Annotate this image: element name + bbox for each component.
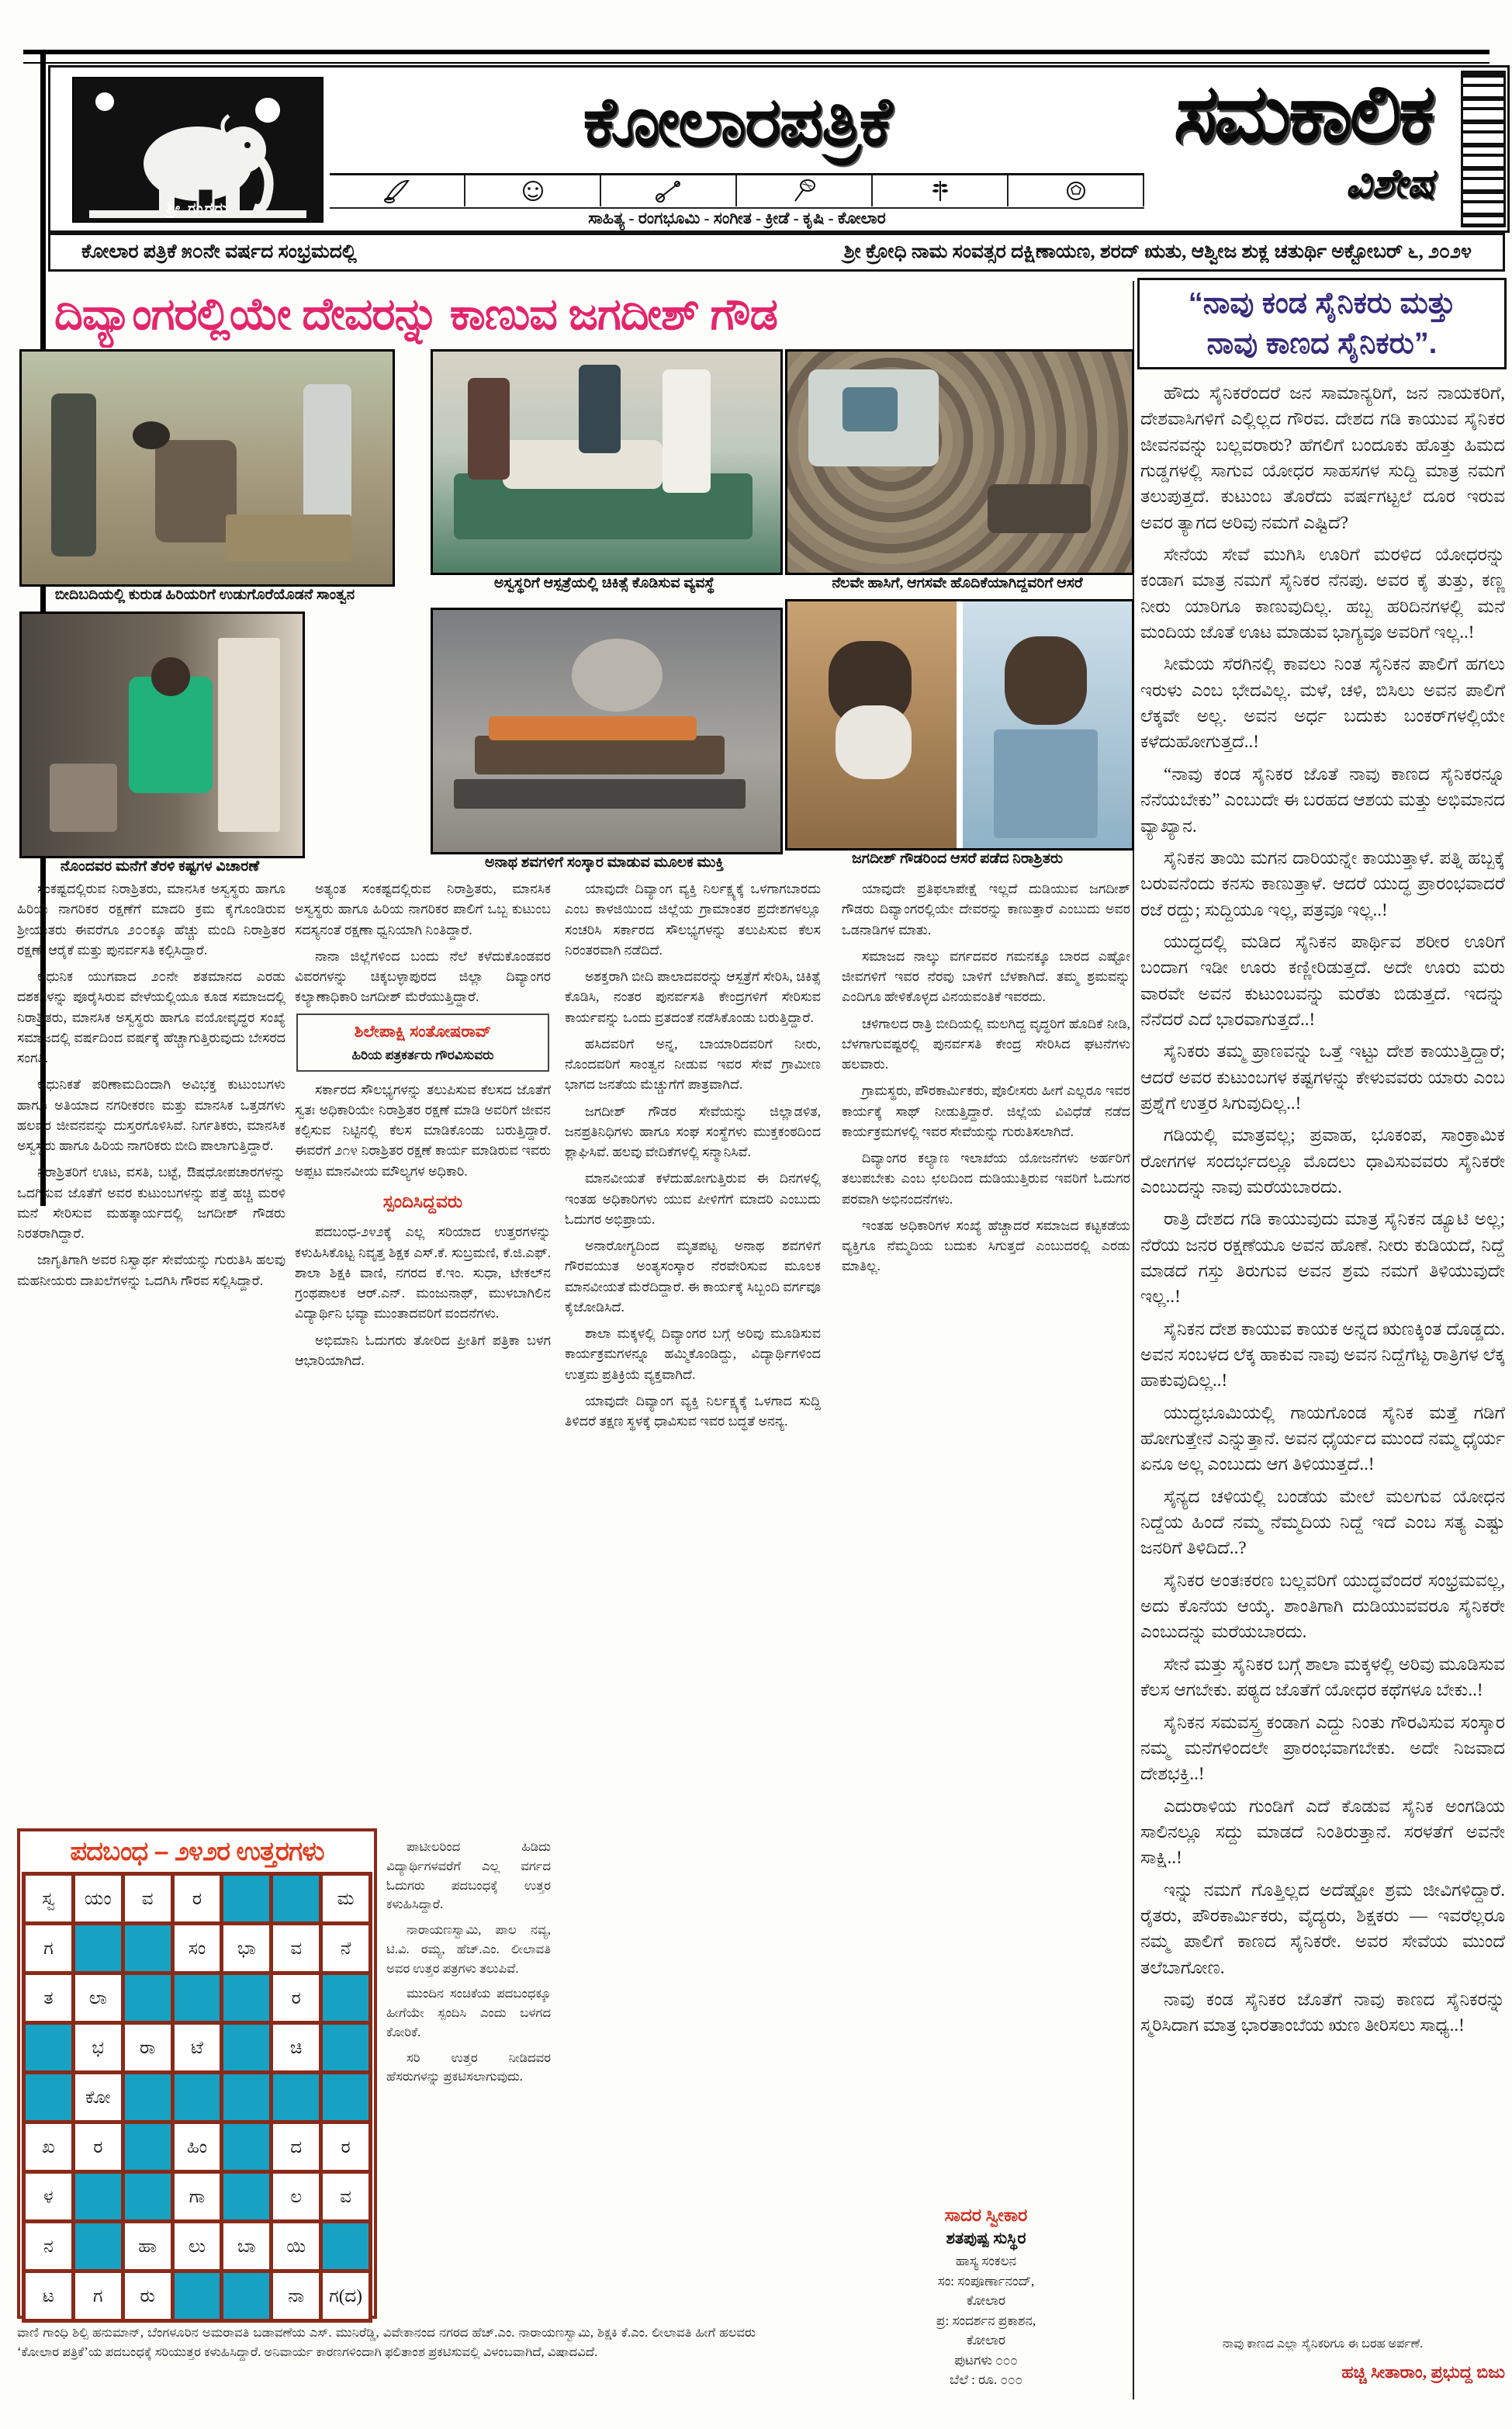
journalist-name: ಶಿಲೇಪಾಕ್ಷಿ ಸಂತೋಷರಾವ್	[354, 1021, 492, 1041]
crossword-letter-cell: ಗ(ದ)	[323, 2273, 368, 2319]
book-detail-line: ಕೋಲಾರ	[966, 2333, 1006, 2348]
photo-shape	[572, 639, 662, 712]
top-rule	[23, 50, 1490, 64]
right-story-paragraph: ಸೇನೆ ಮತ್ತು ಸೈನಿಕರ ಬಗ್ಗೆ ಶಾಲಾ ಮಕ್ಕಳಲ್ಲಿ ಅರಿವು ಮೂಡಿಸುವ ಕೆಲಸ ಆಗಬೇಕು. ಪಠ್ಯದ ಜೊತೆಗೆ ಯೋಧರ ಕಥೆಗಳೂ ಬೇಕು..!	[1140, 1654, 1505, 1700]
crossword-block-cell	[223, 2174, 269, 2219]
crossword-letter-cell: ಲು	[175, 2223, 220, 2269]
photo-shape	[842, 387, 898, 431]
crossword-block-cell	[323, 2074, 368, 2120]
crossword-block-cell	[223, 1876, 269, 1921]
body-paragraph: ಜಾಗೃತಿಗಾಗಿ ಅವರ ನಿಸ್ವಾರ್ಥ ಸೇವೆಯನ್ನು ಗುರುತಿಸಿ ಹಲವು ಮಹನೀಯರು ದಾಖಲೆಗಳನ್ನು ಒದಗಿಸಿ ಗೌರವ ಸಲ್ಲಿಸಿದ್ದಾರೆ.	[17, 1252, 285, 1288]
veena-icon	[601, 175, 737, 206]
crossword-block-cell	[75, 2174, 121, 2219]
photo-shape	[454, 779, 746, 808]
crossword-letter-cell: ಲ	[273, 2174, 319, 2219]
right-story-paragraph: ಸೈನಿಕನ ತಾಯಿ ಮಗನ ದಾರಿಯನ್ನೇ ಕಾಯುತ್ತಾಳೆ. ಪತ್ನಿ ಹಬ್ಬಕ್ಕೆ ಬರುವನೆಂದು ಕನಸು ಕಾಣುತ್ತಾಳೆ. ಆದರೆ ಯುದ್ಧ ಪ್ರಾರಂಭವಾದರೆ ರಜೆ ರದ್ದು; ಸುದ್ದಿಯೂ ಇಲ್ಲ, ಪತ್ರವೂ ಇಲ್ಲ..!	[1140, 847, 1505, 920]
story-column-1	[17, 878, 285, 1819]
body-paragraph: ಯಾವುದೇ ದಿವ್ಯಾಂಗ ವ್ಯಕ್ತಿ ನಿರ್ಲಕ್ಷ್ಯಕ್ಕೆ ಒಳಗಾದ ಸುದ್ದಿ ತಿಳಿದರೆ ತಕ್ಷಣ ಸ್ಥಳಕ್ಕೆ ಧಾವಿಸುವ ಇವರ ಬದ್ಧತೆ ಅನನ್ಯ.	[565, 1392, 821, 1429]
body-paragraph: ಅಭಿಮಾನಿ ಓದುಗರು ತೋರಿದ ಪ್ರೀತಿಗೆ ಪತ್ರಿಕಾ ಬಳಗ ಆಭಾರಿಯಾಗಿದೆ.	[295, 1332, 551, 1368]
doodle-strip	[330, 175, 1144, 206]
crossword-letter-cell: ಗ	[26, 1925, 71, 1971]
crossword-block-cell	[273, 2074, 319, 2120]
crossword-block-cell	[75, 1925, 121, 1971]
crossword-block-cell	[125, 2124, 171, 2170]
journalist-name-box	[296, 1014, 549, 1072]
crossword-letter-cell: ಕೋ	[75, 2074, 121, 2120]
right-story-paragraph: ನಾವು ಕಂಡ ಸೈನಿಕರ ಜೊತೆಗೆ ನಾವು ಕಾಣದ ಸೈನಿಕರನ್ನು ಸ್ಮರಿಸಿದಾಗ ಮಾತ್ರ ಭಾರತಾಂಬೆಯ ಋಣ ತೀರಿಸಲು ಸಾಧ್ಯ..!	[1140, 1989, 1505, 2036]
elephant-label: ಶ್ರೀ ಗಂಗರು	[166, 200, 230, 217]
book-detail-line: ಕೋಲಾರ	[966, 2293, 1006, 2308]
body-paragraph: ನಾನಾ ಜಿಲ್ಲೆಗಳಿಂದ ಬಂದು ನೆಲೆ ಕಳೆದುಕೊಂಡವರ ವಿವರಗಳನ್ನು ಚಿಕ್ಕಬಳ್ಳಾಪುರದ ಜಿಲ್ಲಾ ದಿವ್ಯಾಂಗರ ಕಲ್ಯಾಣಾಧಿಕಾರಿ ಜಗದೀಶ್ ಮೆರೆಯುತ್ತಿದ್ದಾರೆ.	[295, 948, 551, 1005]
body-paragraph: ದಿವ್ಯಾಂಗರ ಕಲ್ಯಾಣ ಇಲಾಖೆಯ ಯೋಜನೆಗಳು ಅರ್ಹರಿಗೆ ತಲುಪಬೇಕು ಎಂಬ ಛಲದಿಂದ ದುಡಿಯುತ್ತಿರುವ ಇವರಿಗೆ ಓದುಗರ ಪರವಾಗಿ ಅಭಿನಂದನೆಗಳು.	[842, 1150, 1130, 1207]
crossword-letter-cell: ರ	[175, 1876, 220, 1921]
book-received-title: ಸಾದರ ಸ್ವೀಕಾರ	[944, 2206, 1028, 2225]
crossword-letter-cell: ವ	[323, 2174, 368, 2219]
book-received-block	[842, 2206, 1130, 2390]
crossword-letter-cell: ಬಾ	[223, 2223, 269, 2269]
book-detail-line: ಹಾಸ್ಯ ಸಂಕಲನ	[955, 2254, 1017, 2268]
quote-line-2: ನಾವು ಕಾಣದ ಸೈನಿಕರು”.	[1206, 327, 1438, 360]
body-paragraph: ಸಂಕಷ್ಟದಲ್ಲಿರುವ ನಿರಾಶ್ರಿತರು, ಮಾನಸಿಕ ಅಸ್ವಸ್ಥರು ಹಾಗೂ ಹಿರಿಯ ನಾಗರಿಕರ ರಕ್ಷಣೆಗೆ ಮಾದರಿ ಕ್ರಮ ಕೈಗೊಂಡಿರುವ ಶ್ರೀಯುತರು ಈವರೆಗೂ ೨೦೦ಕ್ಕೂ ಹೆಚ್ಚು ಮಂದಿ ನಿರಾಶ್ರಿತರ ರಕ್ಷಣೆ, ಆರೈಕೆ ಮತ್ತು ಪುನರ್ವಸತಿ ಕಲ್ಪಿಸಿದ್ದಾರೆ.	[17, 881, 285, 958]
crossword-letter-cell: ಹಾ	[125, 2223, 171, 2269]
crossword-letter-cell: ಸ್ವ	[26, 1876, 71, 1921]
crossword-letter-cell: ಯಿ	[273, 2223, 319, 2269]
right-story-paragraph: ಸೈನಿಕನ ದೇಶ ಕಾಯುವ ಕಾಯಕ ಅನ್ನದ ಋಣಕ್ಕಿಂತ ದೊಡ್ಡದು. ಅವನ ಸಂಬಳದ ಲೆಕ್ಕ ಹಾಕುವ ನಾವು ಅವನ ನಿದ್ದೆಗೆಟ್ಟ ರಾತ್ರಿಗಳ ಲೆಕ್ಕ ಹಾಕುವುದಿಲ್ಲ..!	[1140, 1318, 1505, 1391]
football-icon	[1009, 175, 1144, 206]
dateline-bar	[48, 233, 1505, 272]
elephant-art	[72, 77, 324, 223]
photo-shape	[994, 729, 1097, 838]
crossword-letter-cell: ಟೆ	[175, 2025, 220, 2070]
crossword-letter-cell: ಗಾ	[175, 2174, 220, 2219]
right-story-paragraph: ಸೇನೆಯ ಸೇವೆ ಮುಗಿಸಿ ಊರಿಗೆ ಮರಳಿದ ಯೋಧರನ್ನು ಕಂಡಾಗ ಮಾತ್ರ ನಮಗೆ ಸೈನಿಕರ ನೆನಪು. ಅವರ ಕೈ ತುತ್ತು, ಕಣ್ಣ ನೀರು ಯಾರಿಗೂ ಕಾಣುವುದಿಲ್ಲ. ಹಬ್ಬ ಹರಿದಿನಗಳಲ್ಲಿ ಮನೆ ಮಂದಿಯ ಜೊತೆ ಊಟ ಮಾಡುವ ಭಾಗ್ಯವೂ ಅವರಿಗೆ ಇಲ್ಲ..!	[1140, 545, 1505, 643]
brand-title: ಸಮಕಾಲಿಕ	[1171, 69, 1435, 159]
body-paragraph: ಮುಂದಿನ ಸಂಚಿಕೆಯ ಪದಬಂಧಕ್ಕೂ ಹೀಗೆಯೇ ಸ್ಪಂದಿಸಿ ಎಂದು ಬಳಗದ ಕೋರಿಕೆ.	[386, 1986, 551, 2039]
book-detail-line: ಪುಟಗಳು ೦೦೦	[954, 2352, 1018, 2368]
racket-icon	[737, 175, 873, 206]
crossword-letter-cell: ಹಿಂ	[175, 2124, 220, 2170]
photo-caption-4: ನೊಂದವರ ಮನೆಗೆ ತೆರಳಿ ಕಷ್ಟಗಳ ವಿಚಾರಣೆ	[60, 858, 260, 875]
crossword-letter-cell: ಚಿ	[273, 2025, 319, 2070]
photo-4	[19, 612, 305, 858]
crossword-block-cell	[175, 2273, 220, 2319]
body-paragraph: ಅಶಕ್ತರಾಗಿ ಬೀದಿ ಪಾಲಾದವರನ್ನು ಆಸ್ಪತ್ರೆಗೆ ಸೇರಿಸಿ, ಚಿಕಿತ್ಸೆ ಕೊಡಿಸಿ, ನಂತರ ಪುನರ್ವಸತಿ ಕೇಂದ್ರಗಳಿಗೆ ಸೇರಿಸುವ ಕಾರ್ಯವನ್ನು ಒಂದು ವ್ರತದಂತೆ ನಡೆಸಿಕೊಂಡು ಬರುತ್ತಿದ್ದಾರೆ.	[565, 968, 821, 1025]
photo-shape	[155, 440, 237, 542]
dateline-left: ಕೋಲಾರ ಪತ್ರಿಕೆ ೫೦ನೇ ವರ್ಷದ ಸಂಭ್ರಮದಲ್ಲಿ	[81, 241, 357, 262]
photo-shape	[579, 365, 621, 453]
right-story-paragraph: ಯುದ್ಧದಲ್ಲಿ ಮಡಿದ ಸೈನಿಕನ ಪಾರ್ಥಿವ ಶರೀರ ಊರಿಗೆ ಬಂದಾಗ ಇಡೀ ಊರು ಕಣ್ಣೀರಿಡುತ್ತದೆ. ಅದೇ ಊರು ಮರು ವಾರವೇ ಅವನ ಕುಟುಂಬವನ್ನು ಮರೆತು ಬಿಡುತ್ತದೆ. ಇದನ್ನು ನೆನೆದರೆ ಎದೆ ಭಾರವಾಗುತ್ತದೆ..!	[1140, 931, 1505, 1029]
book-detail-line: ಸಂ: ಸಂಪೂರ್ಣಾನಂದ್,	[937, 2273, 1035, 2289]
body-paragraph: ಪದಬಂಧ-೨೪೨ಕ್ಕೆ ಎಲ್ಲ ಸರಿಯಾದ ಉತ್ತರಗಳನ್ನು ಕಳುಹಿಸಿಕೊಟ್ಟ ನಿವೃತ್ತ ಶಿಕ್ಷಕ ಎಸ್.ಕೆ. ಸುಬ್ರಮಣಿ, ಕೆ.ಜಿ.ಎಫ್. ಶಾಲಾ ಶಿಕ್ಷಕಿ ವಾಣಿ, ನಗರದ ಕೆ.ಇಂ. ಸುಧಾ, ಟೇಕಲ್‌ನ ಗ್ರಂಥಪಾಲಕ ಆರ್.ಎನ್. ಮಂಜುನಾಥ್, ಮುಳಬಾಗಿಲಿನ ವಿದ್ಯಾರ್ಥಿನಿ ಭವ್ಯಾ ಮುಂತಾದವರಿಗೆ ವಂದನೆಗಳು.	[295, 1224, 551, 1322]
body-paragraph: ಅನಾರೋಗ್ಯದಿಂದ ಮೃತಪಟ್ಟ ಅನಾಥ ಶವಗಳಿಗೆ ಗೌರವಯುತ ಅಂತ್ಯಸಂಸ್ಕಾರ ನೆರವೇರಿಸುವ ಮೂಲಕ ಮಾನವೀಯತೆ ಮೆರೆದಿದ್ದಾರೆ. ಈ ಕಾರ್ಯಕ್ಕೆ ಸಿಬ್ಬಂದಿ ವರ್ಗವೂ ಕೈಜೋಡಿಸಿದೆ.	[565, 1238, 821, 1315]
crossword-letter-cell: ರ	[75, 2124, 121, 2170]
crossword-block-cell	[323, 2025, 368, 2070]
crossword-letter-cell: ಮ	[323, 1876, 368, 1921]
body-paragraph: ಇಂತಹ ಅಧಿಕಾರಿಗಳ ಸಂಖ್ಯೆ ಹೆಚ್ಚಾದರೆ ಸಮಾಜದ ಕಟ್ಟಕಡೆಯ ವ್ಯಕ್ತಿಗೂ ನೆಮ್ಮದಿಯ ಬದುಕು ಸಿಗುತ್ತದೆ ಎಂಬುದರಲ್ಲಿ ಎರಡು ಮಾತಿಲ್ಲ.	[842, 1217, 1130, 1274]
crossword-letter-cell: ಭಾ	[223, 1925, 269, 1971]
photo-6	[785, 599, 1134, 851]
journalist-subtitle: ಹಿರಿಯ ಪತ್ರಕರ್ತರು ಗೌರವಿಸುವರು	[351, 1048, 494, 1062]
body-paragraph: ಚಳಿಗಾಲದ ರಾತ್ರಿ ಬೀದಿಯಲ್ಲಿ ಮಲಗಿದ್ದ ವೃದ್ಧರಿಗೆ ಹೊದಿಕೆ ನೀಡಿ, ಬೆಳಗಾಗುವಷ್ಟರಲ್ಲಿ ಪುನರ್ವಸತಿ ಕೇಂದ್ರ ಸೇರಿಸಿದ ಘಟನೆಗಳು ಹಲವಾರು.	[842, 1015, 1130, 1072]
crossword-letter-cell: ಖ	[26, 2124, 71, 2170]
body-paragraph: ಶಾಲಾ ಮಕ್ಕಳಲ್ಲಿ ದಿವ್ಯಾಂಗರ ಬಗ್ಗೆ ಅರಿವು ಮೂಡಿಸುವ ಕಾರ್ಯಕ್ರಮಗಳನ್ನೂ ಹಮ್ಮಿಕೊಂಡಿದ್ದು, ವಿದ್ಯಾರ್ಥಿಗಳಿಂದ ಉತ್ತಮ ಪ್ರತಿಕ್ರಿಯೆ ವ್ಯಕ್ತವಾಗಿದೆ.	[565, 1325, 821, 1382]
story-column-2	[295, 878, 551, 1819]
section-heading: ಸ್ಪಂದಿಸಿದ್ದವರು	[382, 1191, 463, 1211]
right-story-paragraph: ಹೌದು ಸೈನಿಕರೆಂದರೆ ಜನ ಸಾಮಾನ್ಯರಿಗೆ, ಜನ ನಾಯಕರಿಗೆ, ದೇಶವಾಸಿಗಳಿಗೆ ಎಲ್ಲಿಲ್ಲದ ಗೌರವ. ದೇಶದ ಗಡಿ ಕಾಯುವ ಸೈನಿಕರ ಜೀವನವನ್ನು ಬಲ್ಲವರಾರು? ಹೆಗಲಿಗೆ ಬಂದೂಕು ಹೊತ್ತು ಹಿಮದ ಗುಡ್ಡಗಳಲ್ಲಿ ಸಾಗುವ ಯೋಧರ ಸಾಹಸಗಳ ಸುದ್ದಿ ಮಾತ್ರ ನಮಗೆ ತಲುಪುತ್ತದೆ. ಕುಟುಂಬ ತೊರೆದು ವರ್ಷಗಟ್ಟಲೆ ದೂರ ಇರುವ ಅವರ ತ್ಯಾಗದ ಅರಿವು ನಮಗೆ ಎಷ್ಟಿದೆ?	[1140, 383, 1505, 532]
crossword-block-cell	[125, 1925, 171, 1971]
right-story-paragraph: ಸೈನ್ಯದ ಚಳಿಯಲ್ಲಿ ಬಂಡೆಯ ಮೇಲೆ ಮಲಗುವ ಯೋಧನ ನಿದ್ದೆಯ ಹಿಂದೆ ನಮ್ಮ ನೆಮ್ಮದಿಯ ನಿದ್ದೆ ಇದೆ ಎಂಬ ಸತ್ಯ ಎಷ್ಟು ಜನರಿಗೆ ತಿಳಿದಿದೆ..?	[1140, 1486, 1505, 1558]
photo-shape	[836, 705, 912, 779]
crossword-letter-cell: ರ	[323, 2124, 368, 2170]
photo-shape	[133, 421, 170, 449]
crossword-block-cell	[223, 2124, 269, 2170]
topics-strip: ಸಾಹಿತ್ಯ - ರಂಗಭೂಮಿ - ಸಂಗೀತ - ಕ್ರೀಡೆ - ಕೃಷಿ - ಕೋಲಾರ	[330, 207, 1144, 229]
book-title: ಶತಪುಷ್ಪ ಸುಸ್ಥಿರ	[946, 2229, 1026, 2247]
crossword-block-cell	[223, 1975, 269, 2021]
right-story-body	[1140, 380, 1505, 2328]
body-paragraph: ಗ್ರಾಮಸ್ಥರು, ಪೌರಕಾರ್ಮಿಕರು, ಪೊಲೀಸರು ಹೀಗೆ ಎಲ್ಲರೂ ಇವರ ಕಾರ್ಯಕ್ಕೆ ಸಾಥ್ ನೀಡುತ್ತಿದ್ದಾರೆ. ಜಿಲ್ಲೆಯ ವಿವಿಧೆಡೆ ನಡೆದ ಕಾರ್ಯಕ್ರಮಗಳಲ್ಲಿ ಇವರ ಸೇವೆಯನ್ನು ಗುರುತಿಸಲಾಗಿದೆ.	[842, 1083, 1130, 1139]
right-story-paragraph: ಯುದ್ಧಭೂಮಿಯಲ್ಲಿ ಗಾಯಗೊಂಡ ಸೈನಿಕ ಮತ್ತೆ ಗಡಿಗೆ ಹೋಗುತ್ತೇನೆ ಎನ್ನುತ್ತಾನೆ. ಅವನ ಧೈರ್ಯದ ಮುಂದೆ ನಮ್ಮ ಧೈರ್ಯ ಏನೂ ಅಲ್ಲ ಎಂಬುದು ಆಗ ತಿಳಿಯುತ್ತದೆ..!	[1140, 1402, 1505, 1474]
crossword-letter-cell: ದ	[273, 2124, 319, 2170]
story-column-2-continued	[386, 1838, 551, 2313]
photo-caption-2: ಅಸ್ವಸ್ಥರಿಗೆ ಆಸ್ಪತ್ರೆಯಲ್ಲಿ ಚಿಕಿತ್ಸೆ ಕೊಡಿಸುವ ವ್ಯವಸ್ಥೆ	[493, 575, 715, 591]
paper-title: ಕೋಲಾರಪತ್ರಿಕೆ	[330, 72, 1144, 175]
photo-shape	[218, 638, 280, 832]
quill-ink-icon	[330, 175, 465, 206]
photo-5	[431, 608, 783, 854]
photo-shape	[663, 369, 711, 494]
brand-block	[1152, 68, 1455, 226]
theatre-face-icon	[465, 175, 601, 206]
crossword-letter-cell: ಲಾ	[75, 1975, 121, 2021]
crossword-block-cell	[323, 2223, 368, 2269]
right-story-paragraph: ಸೀಮೆಯ ಸೆರಗಿನಲ್ಲಿ ಕಾವಲು ನಿಂತ ಸೈನಿಕನ ಪಾಲಿಗೆ ಹಗಲು ಇರುಳು ಎಂಬ ಭೇದವಿಲ್ಲ. ಮಳೆ, ಚಳಿ, ಬಿಸಿಲು ಅವನ ಪಾಲಿಗೆ ಲೆಕ್ಕವೇ ಅಲ್ಲ. ಅವನ ಅರ್ಧ ಬದುಕು ಬಂಕರ್‌ಗಳಲ್ಲಿಯೇ ಕಳೆದುಹೋಗುತ್ತದೆ..!	[1140, 654, 1505, 752]
quote-line-1: “ನಾವು ಕಂಡ ಸೈನಿಕರು ಮತ್ತು	[1188, 287, 1456, 320]
wheat-icon	[873, 175, 1009, 206]
body-paragraph: ಮಾನವೀಯತೆ ಕಳೆದುಹೋಗುತ್ತಿರುವ ಈ ದಿನಗಳಲ್ಲಿ ಇಂತಹ ಅಧಿಕಾರಿಗಳು ಯುವ ಪೀಳಿಗೆಗೆ ಮಾದರಿ ಎಂಬುದು ಓದುಗರ ಅಭಿಪ್ರಾಯ.	[565, 1170, 821, 1227]
crossword-block-cell	[223, 2273, 269, 2319]
right-story-paragraph: ಇನ್ನು ನಮಗೆ ಗೊತ್ತಿಲ್ಲದ ಅದೆಷ್ಟೋ ಶ್ರಮ ಜೀವಿಗಳಿದ್ದಾರೆ. ರೈತರು, ಪೌರಕಾರ್ಮಿಕರು, ವೈದ್ಯರು, ಶಿಕ್ಷಕರು — ಇವರೆಲ್ಲರೂ ನಮ್ಮ ಪಾಲಿಗೆ ಕಾಣದ ಸೈನಿಕರೇ. ಅವರ ಸೇವೆಯ ಮುಂದೆ ತಲೆಬಾಗೋಣ.	[1140, 1880, 1505, 1977]
photo-shape	[468, 378, 510, 480]
crossword-grid	[22, 1872, 372, 2323]
book-details	[842, 2251, 1130, 2390]
crossword-letter-cell: ವ	[125, 1876, 171, 1921]
masthead	[48, 65, 1510, 233]
brand-subtitle: ವಿಶೇಷ	[1345, 161, 1434, 206]
crossword-letter-cell: ಳ	[26, 2174, 71, 2219]
crossword-letter-cell: ಗ	[75, 2273, 121, 2319]
right-story-paragraph: “ನಾವು ಕಂಡ ಸೈನಿಕರ ಜೊತೆ ನಾವು ಕಾಣದ ಸೈನಿಕರನ್ನೂ ನೆನೆಯಬೇಕು” ಎಂಬುದೇ ಈ ಬರಹದ ಆಶಯ ಮತ್ತು ಅಭಿಮಾನದ ವ್ಯಾಖ್ಯಾನ.	[1140, 764, 1505, 836]
body-paragraph: ಪಾಟೀಲರಿಂದ ಹಿಡಿದು ವಿದ್ಯಾರ್ಥಿಗಳವರೆಗೆ ಎಲ್ಲ ವರ್ಗದ ಓದುಗರು ಪದಬಂಧಕ್ಕೆ ಉತ್ತರ ಕಳುಹಿಸಿದ್ದಾರೆ.	[386, 1839, 551, 1912]
photo-2	[431, 349, 783, 575]
body-paragraph: ಯಾವುದೇ ಪ್ರತಿಫಲಾಪೇಕ್ಷೆ ಇಲ್ಲದೆ ದುಡಿಯುವ ಜಗದೀಶ್ ಗೌಡರು ದಿವ್ಯಾಂಗರಲ್ಲಿಯೇ ದೇವರನ್ನು ಕಾಣುತ್ತಾರೆ ಎಂಬುದು ಅವರ ಒಡನಾಡಿಗಳ ಮಾತು.	[842, 881, 1130, 937]
main-headline: ದಿವ್ಯಾಂಗರಲ್ಲಿಯೇ ದೇವರನ್ನು ಕಾಣುವ ಜಗದೀಶ್ ಗೌಡ	[54, 289, 777, 339]
dateline-right: ಶ್ರೀ ಕ್ರೋಧಿ ನಾಮ ಸಂವತ್ಸರ ದಕ್ಷಿಣಾಯಣ, ಶರದ್ ಋತು, ಆಶ್ವೀಜ ಶುಕ್ಲ ಚತುರ್ಥಿ ಅಕ್ಟೋಬರ್ ೬, ೨೦೨೪	[843, 241, 1472, 262]
body-paragraph: ಅತ್ಯಂತ ಸಂಕಷ್ಟದಲ್ಲಿರುವ ನಿರಾಶ್ರಿತರು, ಮಾನಸಿಕ ಅಸ್ವಸ್ಥರು ಹಾಗೂ ಹಿರಿಯ ನಾಗರಿಕರ ಪಾಲಿಗೆ ಒಬ್ಬ ಕುಟುಂಬ ಸದಸ್ಯನಂತೆ ರಕ್ಷಣಾ ಧ್ವನಿಯಾಗಿ ನಿಂತಿದ್ದಾರೆ.	[295, 881, 551, 937]
photo-shape	[489, 716, 697, 740]
right-story-paragraph: ಸೈನಿಕನ ಸಮವಸ್ತ್ರ ಕಂಡಾಗ ಎದ್ದು ನಿಂತು ಗೌರವಿಸುವ ಸಂಸ್ಕಾರ ನಮ್ಮ ಮನೆಗಳಿಂದಲೇ ಪ್ರಾರಂಭವಾಗಬೇಕು. ಅದೇ ನಿಜವಾದ ದೇಶಭಕ್ತಿ..!	[1140, 1712, 1505, 1784]
right-story-paragraph: ಸೈನಿಕರ ಅಂತಃಕರಣ ಬಲ್ಲವರಿಗೆ ಯುದ್ಧವೆಂದರೆ ಸಂಭ್ರಮವಲ್ಲ, ಅದು ಕೊನೆಯ ಆಯ್ಕೆ. ಶಾಂತಿಗಾಗಿ ದುಡಿಯುವವರೂ ಸೈನಿಕರೇ ಎಂಬುದನ್ನು ಮರೆಯಬಾರದು.	[1140, 1570, 1505, 1642]
crossword-block-cell	[175, 2074, 220, 2120]
crossword-block-cell	[323, 1975, 368, 2021]
crossword-block-cell	[26, 2074, 71, 2120]
crossword-letter-cell: ಭ	[75, 2025, 121, 2070]
crossword-title: ಪದಬಂಧ – ೨೪೨ರ ಉತ್ತರಗಳು	[70, 1836, 324, 1866]
photo-caption-6: ಜಗದೀಶ್ ಗೌಡರಿಂದ ಆಸರೆ ಪಡೆದ ನಿರಾಶ್ರಿತರು	[851, 851, 1064, 867]
book-detail-line: ಪ್ರ: ಸಂದರ್ಶನ ಪ್ರಕಾಶನ,	[936, 2313, 1036, 2328]
decorative-border	[1461, 71, 1506, 227]
photo-caption-5: ಅನಾಥ ಶವಗಳಿಗೆ ಸಂಸ್ಕಾರ ಮಾಡುವ ಮೂಲಕ ಮುಕ್ತಿ	[484, 854, 725, 871]
body-paragraph: ಜಗದೀಶ್ ಗೌಡರ ಸೇವೆಯನ್ನು ಜಿಲ್ಲಾಡಳಿತ, ಜನಪ್ರತಿನಿಧಿಗಳು ಹಾಗೂ ಸಂಘ ಸಂಸ್ಥೆಗಳು ಮುಕ್ತಕಂಠದಿಂದ ಶ್ಲಾಘಿಸಿವೆ. ಹಲವು ವೇದಿಕೆಗಳಲ್ಲಿ ಸನ್ಮಾನಿಸಿವೆ.	[565, 1103, 821, 1159]
right-story-paragraph: ಸೈನಿಕರು ತಮ್ಮ ಪ್ರಾಣವನ್ನು ಒತ್ತೆ ಇಟ್ಟು ದೇಶ ಕಾಯುತ್ತಿದ್ದಾರೆ; ಆದರೆ ಅವರ ಕುಟುಂಬಗಳ ಕಷ್ಟಗಳನ್ನು ಕೇಳುವವರು ಯಾರು ಎಂಬ ಪ್ರಶ್ನೆಗೆ ಉತ್ತರ ಸಿಗುವುದಿಲ್ಲ..!	[1140, 1041, 1505, 1113]
body-paragraph: ಸರಿ ಉತ್ತರ ನೀಡಿದವರ ಹೆಸರುಗಳನ್ನು ಪ್ರಕಟಿಸಲಾಗುವುದು.	[386, 2050, 551, 2084]
crossword-block-cell	[175, 1975, 220, 2021]
crossword-letter-cell: ರ	[273, 1975, 319, 2021]
body-paragraph: ನಾರಾಯಣಸ್ವಾಮಿ, ಪಾಲ ನವ್ಯ, ಟಿ.ವಿ. ರಮ್ಯ, ಹೆಚ್.ಎಂ. ಲೀಲಾವತಿ ಅವರ ಉತ್ತರ ಪತ್ರಗಳು ತಲುಪಿವೆ.	[386, 1922, 551, 1976]
crossword-letter-cell: ನಾ	[273, 2273, 319, 2319]
photo-shape	[1005, 636, 1088, 725]
crossword-letter-cell: ಟ	[26, 2273, 71, 2319]
body-paragraph: ಸಮಾಜದ ನಾಲ್ಕು ವರ್ಗದವರ ಗಮನಕ್ಕೂ ಬಾರದ ಎಷ್ಟೋ ಜೀವಗಳಿಗೆ ಇವರ ನೆರವು ಬಾಳಿಗೆ ಬೆಳಕಾಗಿದೆ. ತಮ್ಮ ಶ್ರಮವನ್ನು ಎಂದಿಗೂ ಹೇಳಿಕೊಳ್ಳದ ವಿನಯವಂತಿಕೆ ಇವರದು.	[842, 948, 1130, 1005]
photo-shape	[151, 657, 191, 696]
crossword-letter-cell: ತ	[26, 1975, 71, 2021]
body-paragraph: ಆಧುನಿಕತೆ ಪರಿಣಾಮದಿಂದಾಗಿ ಅವಿಭಕ್ತ ಕುಟುಂಬಗಳು ಹಾಗೂ ಅತಿಯಾದ ನಗರೀಕರಣ ಮತ್ತು ಮಾನಸಿಕ ಒತ್ತಡಗಳು ಹಲವರ ಜೀವನವನ್ನು ದುಸ್ತರಗೊಳಿಸಿವೆ. ನಿರ್ಗತಿಕರು, ಮಾನಸಿಕ ಅಸ್ವಸ್ಥರು ಹಾಗೂ ಹಿರಿಯ ನಾಗರಿಕರು ಬೀದಿ ಪಾಲಾಗುತ್ತಿದ್ದಾರೆ.	[17, 1076, 285, 1153]
right-story-paragraph: ರಾತ್ರಿ ದೇಶದ ಗಡಿ ಕಾಯುವುದು ಮಾತ್ರ ಸೈನಿಕನ ಡ್ಯೂಟಿ ಅಲ್ಲ; ನೆರೆಯ ಜನರ ರಕ್ಷಣೆಯೂ ಅವನ ಹೊಣೆ. ನೀರು ಕುಡಿಯದೆ, ನಿದ್ದೆ ಮಾಡದೆ ಗಸ್ತು ತಿರುಗುವ ಅವನ ಶ್ರಮ ನಮಗೆ ತಿಳಿಯುವುದೇ ಇಲ್ಲ..!	[1140, 1209, 1505, 1307]
crossword-letter-cell: ರು	[125, 2273, 171, 2319]
photo-caption-3: ನೆಲವೇ ಹಾಸಿಗೆ, ಆಗಸವೇ ಹೊದಿಕೆಯಾಗಿದ್ದವರಿಗೆ ಆಸರೆ	[832, 575, 1083, 591]
right-story-byline: ಹಚ್ಚಿ ಸೀತಾರಾಂ, ಪ್ರಭುದ್ದ ಬಿಜು	[1341, 2362, 1505, 2382]
crossword-block-cell	[26, 2025, 71, 2070]
body-paragraph: ಯಾವುದೇ ದಿವ್ಯಾಂಗ ವ್ಯಕ್ತಿ ನಿರ್ಲಕ್ಷ್ಯಕ್ಕೆ ಒಳಗಾಗಬಾರದು ಎಂಬ ಕಾಳಜಿಯಿಂದ ಜಿಲ್ಲೆಯ ಗ್ರಾಮಾಂತರ ಪ್ರದೇಶಗಳಲ್ಲೂ ಸಂಚರಿಸಿ ಸರ್ಕಾರದ ಸೌಲಭ್ಯಗಳನ್ನು ತಲುಪಿಸುವ ಕೆಲಸ ನಿರಂತರವಾಗಿ ನಡೆದಿದೆ.	[565, 881, 821, 958]
body-paragraph: ನಿರಾಶ್ರಿತರಿಗೆ ಊಟ, ವಸತಿ, ಬಟ್ಟೆ, ಔಷಧೋಪಚಾರಗಳನ್ನು ಒದಗಿಸುವ ಜೊತೆಗೆ ಅವರ ಕುಟುಂಬಗಳನ್ನು ಪತ್ತೆ ಹಚ್ಚಿ ಮರಳಿ ಮನೆ ಸೇರಿಸುವ ಮಹತ್ಕಾರ್ಯದಲ್ಲಿ ಜಗದೀಶ್ ಗೌಡರು ನಿರತರಾಗಿದ್ದಾರೆ.	[17, 1164, 285, 1241]
crossword-block-cell	[125, 2074, 171, 2120]
crossword-block-cell	[273, 1876, 319, 1921]
photo-shape	[50, 764, 117, 831]
photo-shape	[475, 736, 725, 774]
crossword-letter-cell: ನ	[26, 2223, 71, 2269]
crossword-box	[17, 1828, 377, 2319]
body-paragraph: ಹಸಿದವರಿಗೆ ಅನ್ನ, ಬಾಯಾರಿದವರಿಗೆ ನೀರು, ನೊಂದವರಿಗೆ ಸಾಂತ್ವನ ನೀಡುವ ಇವರ ಸೇವೆ ಗ್ರಾಮೀಣ ಭಾಗದ ಜನತೆಯ ಮೆಚ್ಚುಗೆಗೆ ಪಾತ್ರವಾಗಿದೆ.	[565, 1035, 821, 1093]
crossword-block-cell	[223, 2074, 269, 2120]
book-detail-line: ಬೆಲೆ : ರೂ. ೦೦೦	[949, 2372, 1023, 2387]
crossword-letter-cell: ನೆ	[323, 1925, 368, 1971]
right-story-paragraph: ಗಡಿಯಲ್ಲಿ ಮಾತ್ರವಲ್ಲ; ಪ್ರವಾಹ, ಭೂಕಂಪ, ಸಾಂಕ್ರಾಮಿಕ ರೋಗಗಳ ಸಂದರ್ಭದಲ್ಲೂ ಮೊದಲು ಧಾವಿಸುವವರು ಸೈನಿಕರೇ ಎಂಬುದನ್ನು ನಾವು ಮರೆಯಬಾರದು.	[1140, 1125, 1505, 1197]
body-paragraph: ಸರ್ಕಾರದ ಸೌಲಭ್ಯಗಳನ್ನು ತಲುಪಿಸುವ ಕೆಲಸದ ಜೊತೆಗೆ ಸ್ವತಃ ಅಧಿಕಾರಿಯೇ ನಿರಾಶ್ರಿತರ ರಕ್ಷಣೆ ಮಾಡಿ ಅವರಿಗೆ ಜೀವನ ಕಲ್ಪಿಸುವ ನಿಟ್ಟಿನಲ್ಲಿ ಕೆಲಸ ಮಾಡಿಕೊಂಡು ಬರುತ್ತಿದ್ದಾರೆ. ಈವರೆಗೆ ೨೧೪ ನಿರಾಶ್ರಿತರ ರಕ್ಷಣೆ ಕಾರ್ಯ ಮಾಡಿರುವ ಇವರು ಅಪ್ಪಟ ಮಾನವೀಯ ಮೌಲ್ಯಗಳ ಅಧಿಕಾರಿ.	[295, 1081, 551, 1179]
crossword-block-cell	[223, 2025, 269, 2070]
story-column-4	[842, 878, 1130, 2198]
body-paragraph: ಆಧುನಿಕ ಯುಗವಾದ ೨೦ನೇ ಶತಮಾನದ ಎರಡು ದಶಕಗಳನ್ನು ಪೂರೈಸಿರುವ ವೇಳೆಯಲ್ಲಿಯೂ ಕೂಡ ಸಮಾಜದಲ್ಲಿ ನಿರಾಶ್ರಿತರು, ಮಾನಸಿಕ ಅಸ್ವಸ್ಥರು ಹಾಗೂ ವಯೋವೃದ್ಧರ ಸಂಖ್ಯೆ ಸಮಾಜದಲ್ಲಿ ವರ್ಷದಿಂದ ವರ್ಷಕ್ಕೆ ಹೆಚ್ಚಾಗುತ್ತಿರುವುದು ಬೇಸರದ ಸಂಗತಿ.	[17, 968, 285, 1066]
photo-1	[19, 349, 395, 587]
crossword-letter-cell: ರಾ	[125, 2025, 171, 2070]
right-story-headline	[1137, 278, 1507, 369]
crossword-block-cell	[75, 2223, 121, 2269]
photo-shape	[226, 515, 352, 561]
crossword-block-cell	[125, 1975, 171, 2021]
photo-shape	[51, 393, 95, 556]
photo-caption-1: ಬೀದಿಬದಿಯಲ್ಲಿ ಕುರುಡ ಹಿರಿಯರಿಗೆ ಉಡುಗೊರೆಯೊಡನೆ ಸಾಂತ್ವನ	[54, 587, 355, 603]
crossword-block-cell	[125, 2174, 171, 2219]
crossword-responders-note: ವಾಣಿ ಗಾಂಧಿ ಶಿಲ್ಪಿ ಹನುಮಾನ್, ಬೆಂಗಳೂರಿನ ಅಮರಾವತಿ ಬಡಾವಣೆಯ ಎಸ್. ಮುನಿರೆಡ್ಡಿ, ವಿವೇಕಾನಂದ ನಗರದ ಹೆಚ್.ಎಂ. ನಾರಾಯಣಸ್ವಾಮಿ, ಶಿಕ್ಷಕಿ ಕೆ.ಎಂ. ಲೀಲಾವತಿ ಹೀಗೆ ಹಲವರು ‘ಕೋಲಾರ ಪತ್ರಿಕೆ’ಯ ಪದಬಂಧಕ್ಕೆ ಸರಿಯುತ್ತರ ಕಳುಹಿಸಿದ್ದಾರೆ. ಅನಿವಾರ್ಯ ಕಾರಣಗಳಿಂದಾಗಿ ಫಲಿತಾಂಶ ಪ್ರಕಟಿಸುವಲ್ಲಿ ವಿಳಂಬವಾಗಿದೆ, ವಿಷಾದವಿದೆ.	[17, 2325, 756, 2359]
photo-shape	[988, 484, 1091, 533]
crossword-letter-cell: ಯಂ	[75, 1876, 121, 1921]
right-story-closing: ನಾವು ಕಾಣದ ಎಲ್ಲಾ ಸೈನಿಕರಿಗೂ ಈ ಬರಹ ಅರ್ಪಣೆ.	[1222, 2337, 1424, 2351]
right-story-paragraph: ಎದುರಾಳಿಯ ಗುಂಡಿಗೆ ಎದೆ ಕೊಡುವ ಸೈನಿಕ ಅಂಗಡಿಯ ಸಾಲಿನಲ್ಲೂ ಸದ್ದು ಮಾಡದೆ ನಿಂತಿರುತ್ತಾನೆ. ಸರಳತೆಗೆ ಅವನೇ ಸಾಕ್ಷಿ..!	[1140, 1796, 1505, 1868]
crossword-letter-cell: ಸಂ	[175, 1925, 220, 1971]
photo-3	[785, 349, 1134, 575]
crossword-letter-cell: ವ	[273, 1925, 319, 1971]
story-column-3	[565, 878, 821, 2375]
